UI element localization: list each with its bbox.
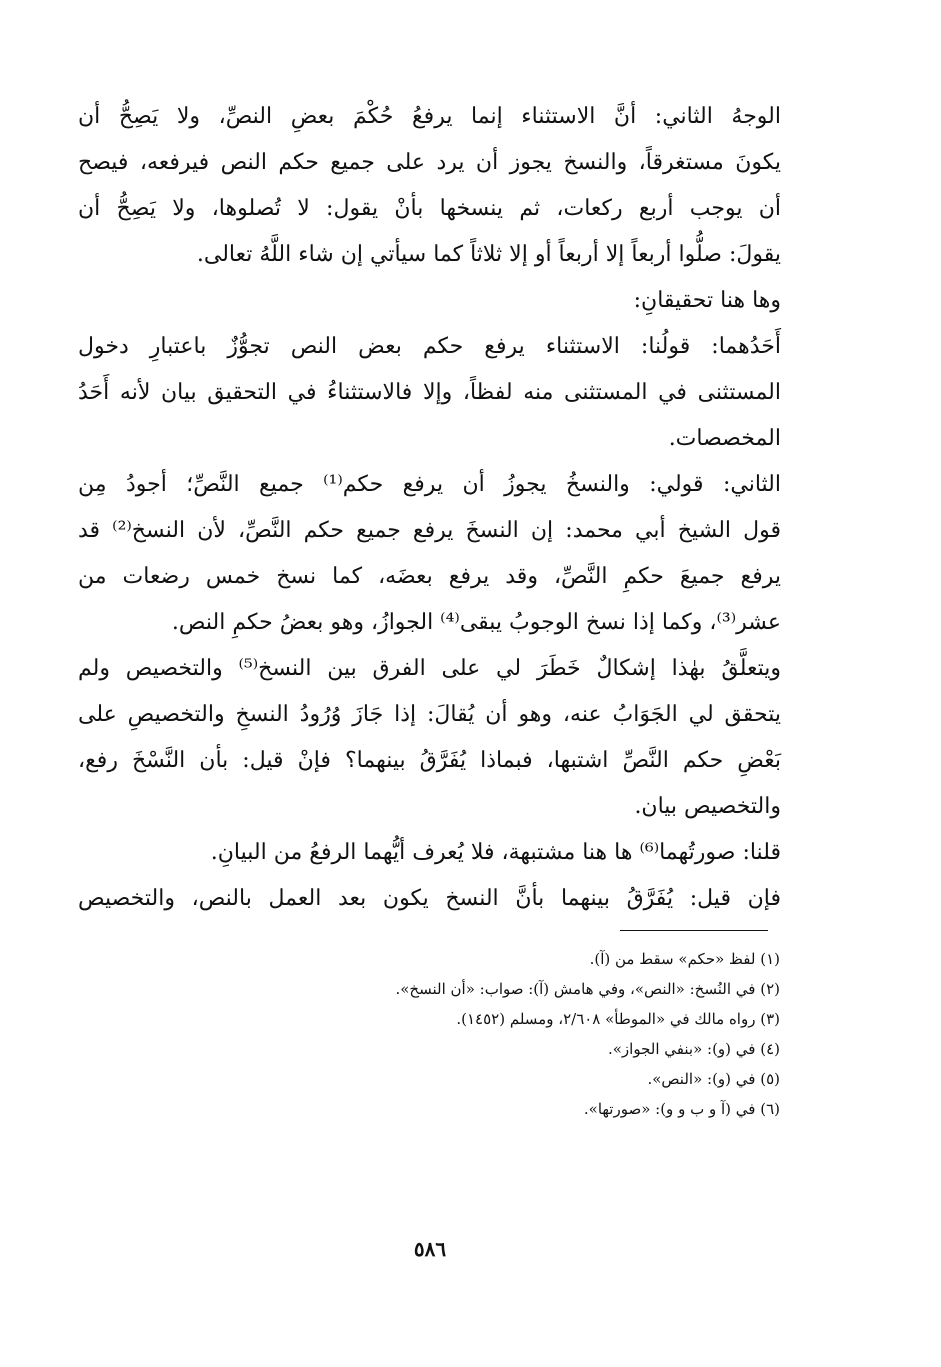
text-line: أن يوجب أربع ركعات، ثم ينسخها بأنْ يقول: لا تُصلوها، ولا يَصِحُّ أن — [78, 196, 781, 221]
page-number: ٥٨٦ — [413, 1237, 447, 1261]
text-line: قلنا: صورتُهما⁽⁶⁾ ها هنا مشتبهة، فلا يُعرف أيُّهما الرفعُ من البيانِ. — [210, 840, 781, 865]
footnote: (٣) رواه مالك في «الموطأ» ٢/٦٠٨، ومسلم (١٤٥٢). — [456, 1010, 780, 1028]
text-line: ويتعلَّقُ بهٰذا إشكالٌ خَطَرَ لي على الفرق بين النسخ⁽⁵⁾ والتخصيص ولم — [78, 656, 781, 681]
text-line: الثاني: قولي: والنسخُ يجوزُ أن يرفع حكم⁽¹⁾ جميع النَّصِّ؛ أجودُ مِن — [78, 472, 781, 497]
main-text — [78, 94, 781, 922]
text-line: قول الشيخ أبي محمد: إن النسخَ يرفع جميع حكم النَّصِّ، لأن النسخ⁽²⁾ قد — [78, 518, 781, 543]
text-line: فإن قيل: يُفَرَّقُ بينهما بأنَّ النسخ يكون بعد العمل بالنص، والتخصيص — [78, 886, 781, 911]
footnote: (٥) في (و): «النص». — [647, 1070, 780, 1088]
text-line: يكونَ مستغرقاً، والنسخ يجوز أن يرد على جميع حكم النص فيرفعه، فيصح — [78, 150, 781, 175]
text-line: يتحقق لي الجَوَابُ عنه، وهو أن يُقالَ: إذا جَازَ وُرُودُ النسخِ والتخصيصِ على — [78, 702, 781, 727]
text-line: بَعْضِ حكم النَّصِّ اشتبها، فبماذا يُفَرَّقُ بينهما؟ فإنْ قيل: بأن النَّسْخَ رفع، — [78, 748, 781, 773]
text-line: والتخصيص بيان. — [634, 794, 781, 819]
text-line: يقولَ: صلُّوا أربعاً إلا أربعاً أو إلا ثلاثاً كما سيأتي إن شاء اللَّهُ تعالى. — [196, 242, 781, 267]
text-line: يرفع جميعَ حكمِ النَّصِّ، وقد يرفع بعضَه، كما نسخ خمس رضعات من — [78, 564, 781, 589]
text-line: الوجهُ الثاني: أنَّ الاستثناء إنما يرفعُ حُكْمَ بعضِ النصِّ، ولا يَصِحُّ أن — [78, 104, 781, 129]
text-line: المخصصات. — [668, 426, 781, 451]
text-line: عشر⁽³⁾، وكما إذا نسخ الوجوبُ يبقى⁽⁴⁾ الجوازُ، وهو بعضُ حكمِ النص. — [171, 610, 781, 635]
footnote: (٢) في النُسخ: «النص»، وفي هامش (آ): صواب: «أن النسخ». — [395, 980, 780, 998]
footnote: (١) لفظ «حكم» سقط من (آ). — [589, 950, 780, 968]
footnotes — [220, 944, 780, 1124]
footnote-divider — [620, 930, 768, 931]
footnote: (٦) في (آ و ب و و): «صورتها». — [583, 1100, 780, 1118]
text-line: وها هنا تحقيقانِ: — [633, 288, 781, 313]
text-line: أَحَدُهما: قولُنا: الاستثناء يرفع حكم بعض النص تجوُّزٌ باعتبارِ دخول — [78, 334, 781, 359]
footnote: (٤) في (و): «بنفي الجواز». — [607, 1040, 780, 1058]
text-line: المستثنى في المستثنى منه لفظاً، وإلا فالاستثناءُ في التحقيق بيان لأنه أَحَدُ — [78, 380, 781, 405]
